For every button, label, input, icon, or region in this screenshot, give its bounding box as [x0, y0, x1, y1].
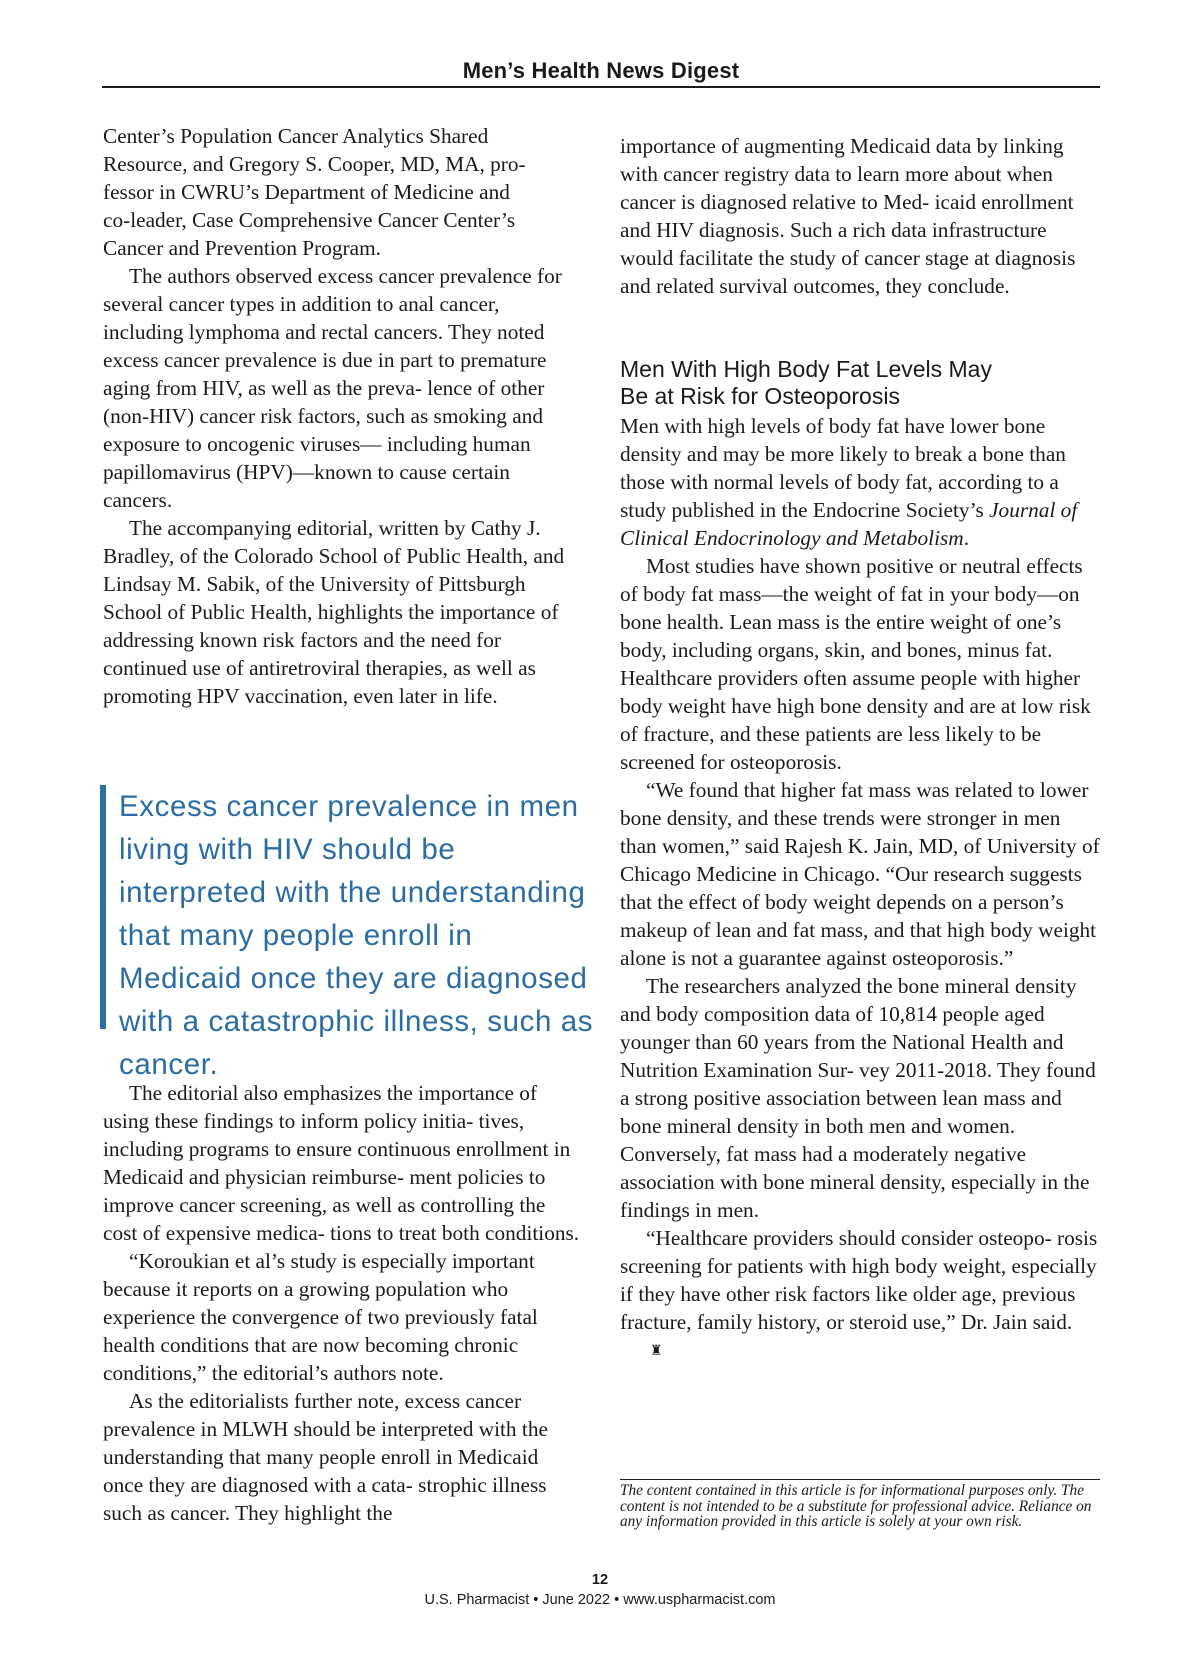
right-para-2-text: Men with high levels of body fat have lower bone density and may be more likely to break a bone than those with normal levels of body fat, according to a study published in the Endocrine Society’s — [620, 414, 1066, 522]
running-header — [102, 58, 1100, 88]
left-para-2: The authors observed excess cancer prevalence for several cancer types in addition to anal cancer, including lymphoma and rectal cancers. They noted excess cancer prevalence is due in part to premature aging from HIV, as well as the preva- lence of other (non-HIV) cancer risk factors, such as smoking and exposure to oncogenic viruses— including human papillomavirus (HPV)—known to cause certain cancers. — [103, 264, 562, 512]
right-para-1: importance of augmenting Medicaid data by linking with cancer registry data to learn more about when cancer is diagnosed relative to Med- icaid enrollment and HIV diagnosis. Such a rich data infrastructure would facilitate the study of cancer stage at diagnosis and related survival outcomes, they conclude. — [620, 134, 1076, 298]
left-line: Center’s Population Cancer Analytics Shared — [103, 124, 489, 148]
header-title: Men’s Health News Digest — [462, 58, 740, 83]
left-line: Cancer and Prevention Program. — [103, 236, 381, 260]
headline-line-1: Men With High Body Fat Levels May — [620, 356, 992, 382]
headline-line-2: Be at Risk for Osteoporosis — [620, 383, 900, 409]
pull-quote — [100, 785, 596, 1081]
left-para-1 — [103, 122, 583, 262]
left-column-top — [103, 122, 583, 710]
right-para-4: “We found that higher fat mass was related to lower bone density, and these trends were stronger in men than women,” said Rajesh K. Jain, MD, of University of Chicago Medicine in Chicago. “Our research suggests that the effect of body weight depends on a person’s makeup of lean and fat mass, and that high body weight alone is not a guarantee against osteoporosis.” — [620, 778, 1100, 970]
right-column-body — [620, 412, 1100, 1366]
right-para-6-text: “Healthcare providers should consider osteopo- rosis screening for patients with high body weight, especially if they have other risk factors like older age, previous fracture, family history, or steroid use,” Dr. Jain said. — [620, 1226, 1098, 1334]
end-of-article-icon: ♜ — [650, 1344, 663, 1359]
pull-quote-text: Excess cancer prevalence in men living with HIV should be interpreted with the understanding that many people enroll in Medicaid once they are diagnosed with a catastrophic illness, such as cancer. — [119, 790, 594, 1081]
left-para-5: “Koroukian et al’s study is especially important because it reports on a growing population who experience the convergence of two previously fatal health conditions that are now becoming chronic conditions,” the editorial’s authors note. — [103, 1249, 538, 1385]
article-headline — [620, 356, 1100, 410]
left-para-4: The editorial also emphasizes the importance of using these findings to inform policy initia- tives, including programs to ensure continuous enrollment in Medicaid and physician reimburse- ment policies to improve cancer screening, as well as controlling the cost of expensive medica- tions to treat both conditions. — [103, 1081, 580, 1245]
right-para-5: The researchers analyzed the bone mineral density and body composition data of 10,814 people aged younger than 60 years from the National Health and Nutrition Examination Sur- vey 2011-2018. They found a strong positive association between lean mass and bone mineral density in both men and women. Conversely, fat mass had a moderately negative association with bone mineral density, especially in the findings in men. — [620, 974, 1096, 1222]
left-column-bottom — [103, 1079, 583, 1527]
right-column-top — [620, 132, 1100, 300]
left-line: fessor in CWRU’s Department of Medicine and — [103, 180, 510, 204]
journal-title: Journal of Clinical Endocrinology and Metabolism — [620, 498, 1078, 550]
publication-footer: U.S. Pharmacist • June 2022 • www.uspharmacist.com — [424, 1592, 776, 1608]
right-para-3: Most studies have shown positive or neutral effects of body fat mass—the weight of fat in your body—on bone health. Lean mass is the entire weight of one’s body, including organs, skin, and bones, minus fat. Healthcare providers often assume people with higher body weight have high bone density and are at low risk of fracture, and these patients are less likely to be screened for osteoporosis. — [620, 554, 1091, 774]
right-para-6 — [620, 1224, 1100, 1366]
right-para-2 — [620, 412, 1100, 552]
right-para-2-end: . — [963, 526, 970, 550]
disclaimer: The content contained in this article is for informational purposes only. The content is not intended to be a substitute for professional advice. Reliance on any information provided in this article is solely at your own risk. — [620, 1479, 1100, 1530]
left-line: Resource, and Gregory S. Cooper, MD, MA, pro- — [103, 152, 526, 176]
page-number: 12 — [591, 1572, 609, 1588]
left-line: co-leader, Case Comprehensive Cancer Center’s — [103, 208, 516, 232]
left-para-3: The accompanying editorial, written by Cathy J. Bradley, of the Colorado School of Public Health, and Lindsay M. Sabik, of the University of Pittsburgh School of Public Health, highlights the importance of addressing known risk factors and the need for continued use of antiretroviral therapies, as well as promoting HPV vaccination, even later in life. — [103, 516, 565, 708]
left-para-6: As the editorialists further note, excess cancer prevalence in MLWH should be interpreted with the understanding that many people enroll in Medicaid once they are diagnosed with a cata- strophic illness such as cancer. They highlight the — [103, 1389, 548, 1525]
